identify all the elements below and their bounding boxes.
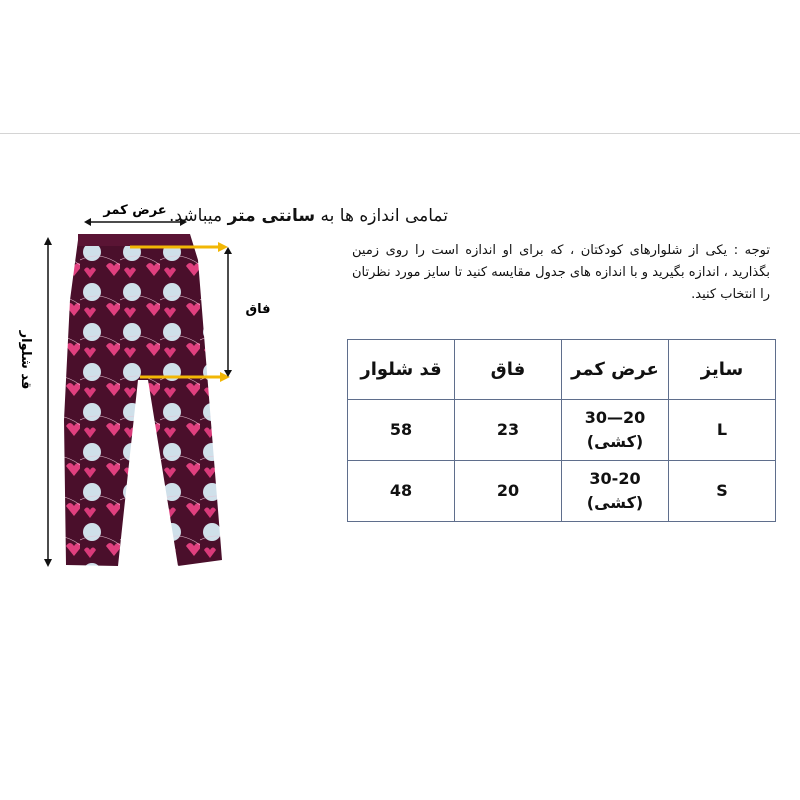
title-bold: سانتی متر (227, 206, 316, 226)
table-row (348, 400, 776, 461)
page-title (169, 206, 448, 226)
divider-line (0, 133, 800, 134)
size-cell: L (669, 400, 776, 461)
waist-note: (کشی) (586, 432, 644, 451)
waist-value: 30—20 (584, 408, 646, 427)
title-part: تمامی اندازه ها به (315, 206, 448, 226)
title-part: میباشد. (169, 206, 228, 226)
rise-label: فاق (245, 302, 271, 317)
pants-diagram (0, 190, 300, 590)
length-cell: 48 (348, 461, 455, 522)
rise-cell: 23 (455, 400, 562, 461)
size-cell: S (669, 461, 776, 522)
length-cell: 58 (348, 400, 455, 461)
waist-note: (کشی) (586, 493, 644, 512)
waist-label: عرض کمر (103, 203, 167, 218)
pants-image (64, 234, 222, 566)
length-label: قد شلوار (18, 330, 33, 390)
waist-cell (562, 461, 669, 522)
waist-value: 30-20 (589, 469, 641, 488)
note-text: توجه : یکی از شلوارهای کودکتان ، که برای او اندازه است را روی زمین بگذارید ، اندازه بگیرید و با اندازه های جدول مقایسه کنید تا سایز مورد نظرتان را انتخاب کنید. (352, 243, 770, 302)
header-cell: قد شلوار (348, 340, 455, 400)
header-cell: فاق (455, 340, 562, 400)
size-table (347, 339, 776, 522)
waist-cell (562, 400, 669, 461)
rise-cell: 20 (455, 461, 562, 522)
header-cell: سایز (669, 340, 776, 400)
table-row (348, 461, 776, 522)
table-header-row (348, 340, 776, 400)
header-cell: عرض کمر (562, 340, 669, 400)
